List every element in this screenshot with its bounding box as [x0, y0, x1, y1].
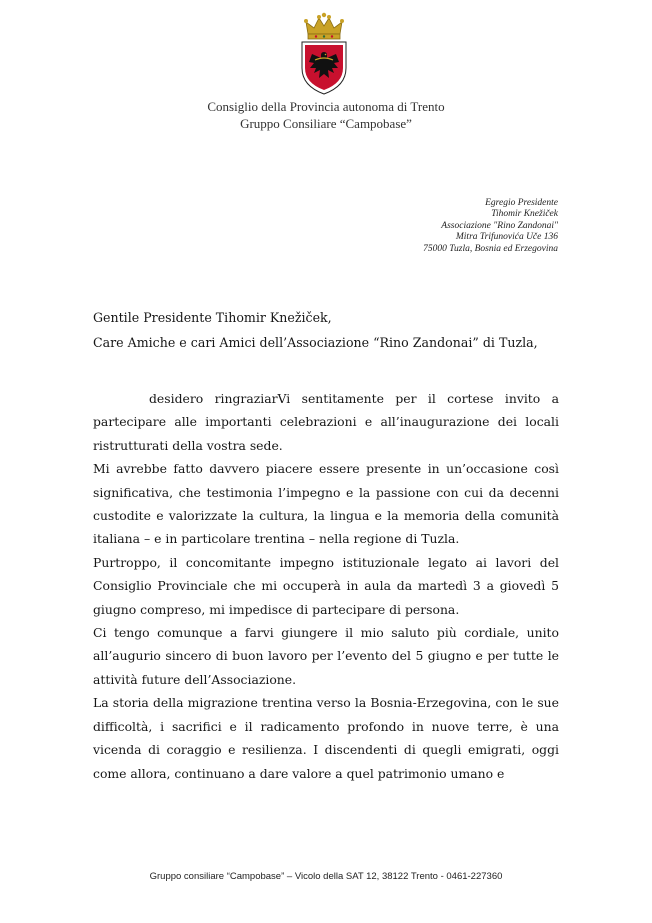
body-paragraph: desidero ringraziarVi sentitamente per il cortese invito a partecipare alle importanti celebrazioni e all’inaugurazione dei locali ristrutturati della vostra sede. [93, 391, 559, 453]
page-footer: Gruppo consiliare “Campobase” – Vicolo della SAT 12, 38122 Trento - 0461-227360 [149, 871, 503, 882]
trentino-eagle-crest-icon [298, 12, 350, 96]
letter-body [93, 387, 559, 785]
body-paragraph: Mi avrebbe fatto davvero piacere essere presente in un’occasione così significativa, che testimonia l’impegno e la passione con cui da decenni custodite e valorizzate la cultura, la lingua e la memoria della comunità italiana – e in particolare trentina – nella regione di Tuzla. [93, 461, 559, 547]
body-paragraph: La storia della migrazione trentina verso la Bosnia-Erzegovina, con le sue difficoltà, i sacrifici e il radicamento profondo in nuove terre, è una vicenda di coraggio e resilienza. I discendenti di quegli emigrati, oggi come allora, continuano a dare valore a quel patrimonio umano e [93, 695, 559, 781]
organization-name: Consiglio della Provincia autonoma di Trento [207, 99, 445, 114]
recipient-city: 75000 Tuzla, Bosnia ed Erzegovina [423, 243, 558, 254]
recipient-name: Tihomir Knežiček [491, 209, 558, 220]
recipient-address [423, 198, 558, 255]
salutation-line: Gentile Presidente Tihomir Knežiček, [93, 310, 332, 325]
salutation-line: Care Amiche e cari Amici dell’Associazione “Rino Zandonai” di Tuzla, [93, 335, 538, 350]
group-name: Gruppo Consiliare “Campobase” [240, 116, 412, 131]
body-paragraph: Ci tengo comunque a farvi giungere il mio saluto più cordiale, unito all’augurio sincero di buon lavoro per l’evento del 5 giugno e per tutte le attività future dell’Associazione. [93, 625, 559, 687]
body-paragraph: Purtroppo, il concomitante impegno istituzionale legato ai lavori del Consiglio Provinciale che mi occuperà in aula da martedì 3 a giovedì 5 giugno compreso, mi impedisce di partecipare di persona. [93, 554, 559, 617]
recipient-association: Associazione "Rino Zandonai" [441, 220, 558, 231]
recipient-street: Mitra Trifunovića Uče 136 [455, 232, 558, 243]
recipient-title: Egregio Presidente [485, 198, 558, 208]
